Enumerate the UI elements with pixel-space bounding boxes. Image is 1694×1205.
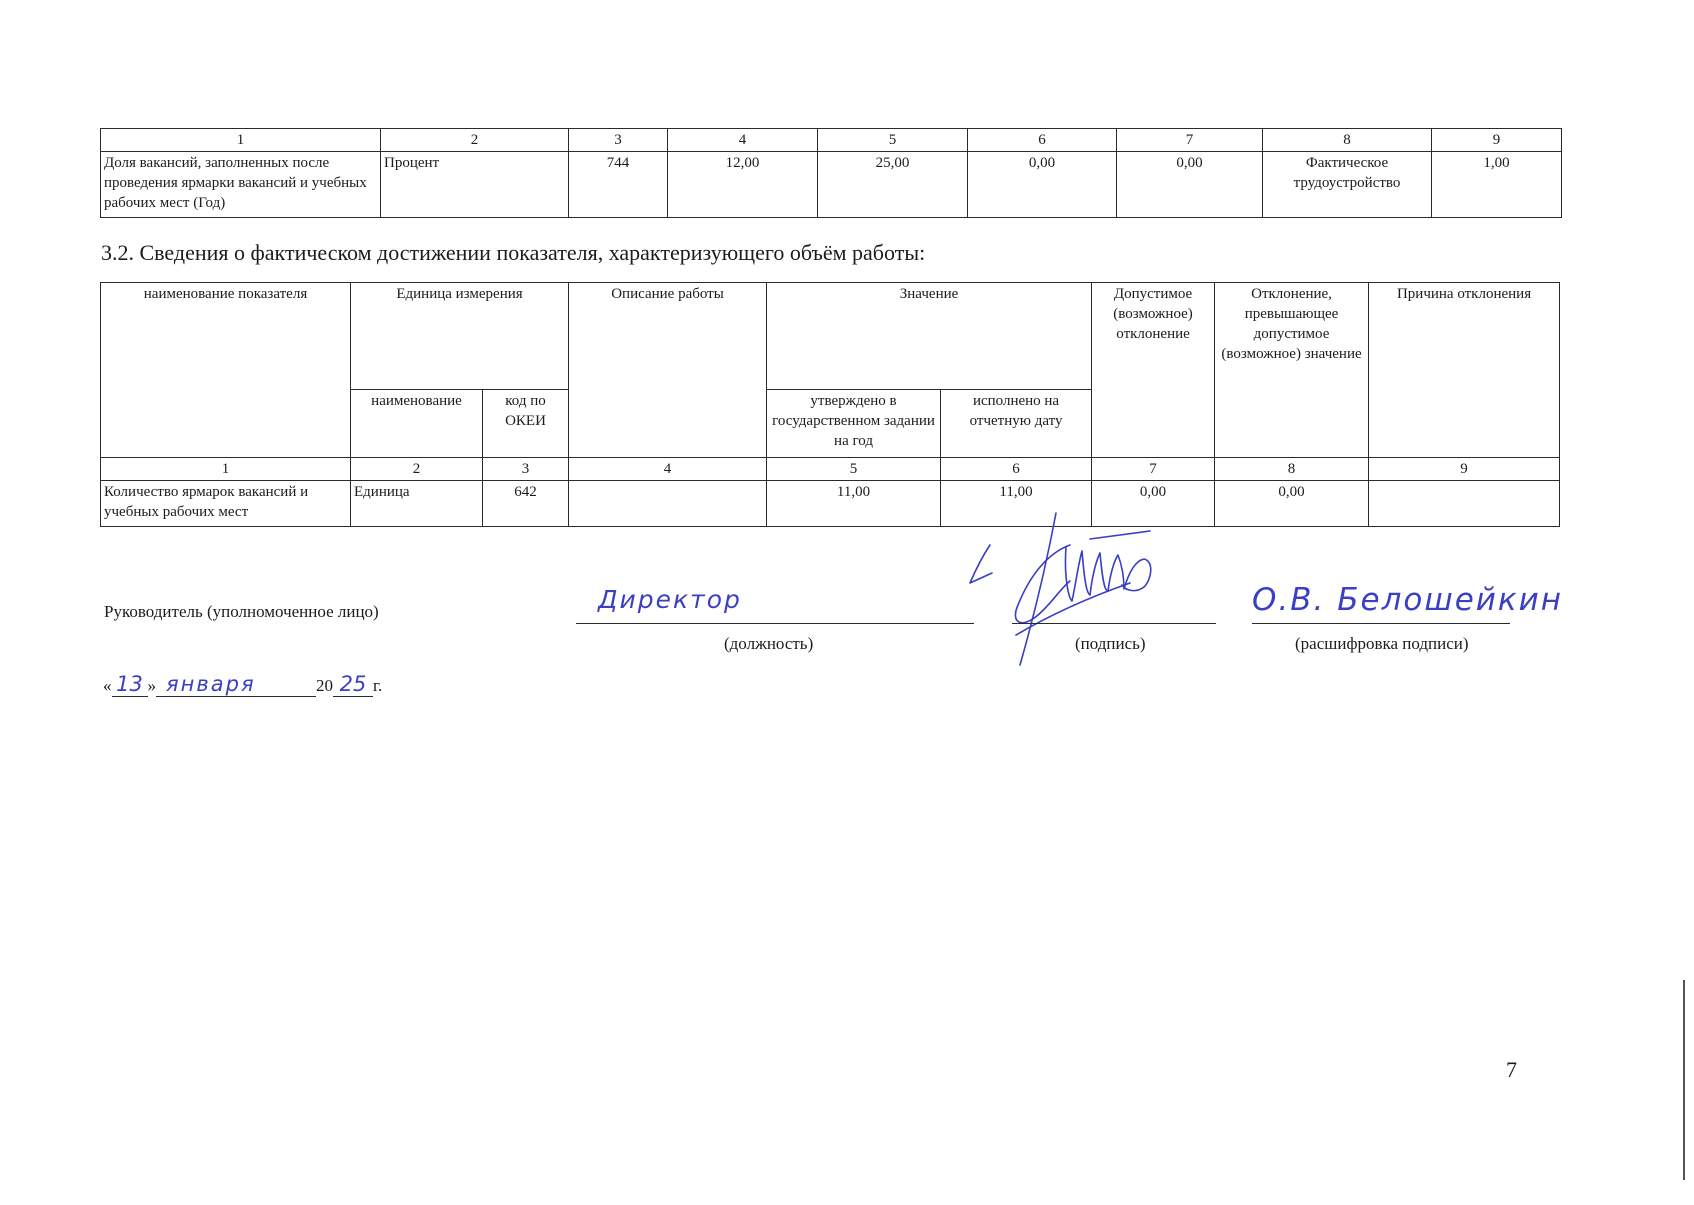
indicator-name-header: наименование показателя bbox=[101, 283, 351, 458]
date-year-suffix: 25 bbox=[333, 672, 373, 697]
indicator-name-cell: Доля вакансий, заполненных после проведения ярмарки вакансий и учебных рабочих мест (Год) bbox=[101, 152, 381, 218]
column-number: 1 bbox=[101, 458, 351, 481]
handwritten-position: Директор bbox=[598, 585, 742, 614]
okei-code-cell: 744 bbox=[569, 152, 668, 218]
signature-caption: (подпись) bbox=[1075, 634, 1146, 653]
table-row bbox=[101, 481, 1560, 527]
column-number: 3 bbox=[569, 129, 668, 152]
page-number: 7 bbox=[1506, 1057, 1517, 1082]
executed-value-cell: 11,00 bbox=[941, 481, 1092, 527]
excess-deviation-cell: 0,00 bbox=[1215, 481, 1369, 527]
excess-deviation-cell: 0,00 bbox=[1117, 152, 1263, 218]
unit-name-cell: Единица bbox=[351, 481, 483, 527]
value-header: Значение bbox=[767, 283, 1092, 390]
header-row bbox=[101, 283, 1560, 390]
work-description-cell bbox=[569, 481, 767, 527]
column-number: 5 bbox=[767, 458, 941, 481]
column-number: 8 bbox=[1263, 129, 1432, 152]
column-number: 6 bbox=[968, 129, 1117, 152]
unit-header: Единица измерения bbox=[351, 283, 569, 390]
allowed-deviation-header: Допустимое (возможное) отклонение bbox=[1092, 283, 1215, 458]
scan-edge-line bbox=[1683, 980, 1685, 1180]
approved-value-cell: 12,00 bbox=[668, 152, 818, 218]
column-number: 4 bbox=[569, 458, 767, 481]
unit-name-header: наименование bbox=[351, 390, 483, 458]
work-description-header: Описание работы bbox=[569, 283, 767, 458]
date-month: января bbox=[156, 672, 316, 697]
okei-code-cell: 642 bbox=[483, 481, 569, 527]
column-number: 7 bbox=[1117, 129, 1263, 152]
unit-code-header: код по ОКЕИ bbox=[483, 390, 569, 458]
date-suffix: г. bbox=[373, 676, 383, 695]
deviation-reason-cell bbox=[1369, 481, 1560, 527]
column-number: 2 bbox=[351, 458, 483, 481]
indicator-quality-table bbox=[100, 128, 1562, 218]
date-day: 13 bbox=[112, 672, 148, 697]
deviation-reason-cell: Фактическое трудоустройство bbox=[1263, 152, 1432, 218]
date-open-quote: « bbox=[103, 676, 112, 695]
date-close-quote: » bbox=[147, 676, 156, 695]
signature-scribble bbox=[940, 505, 1200, 675]
column-number: 3 bbox=[483, 458, 569, 481]
column-number: 9 bbox=[1432, 129, 1562, 152]
column-number-row bbox=[101, 129, 1562, 152]
signature-line bbox=[1012, 623, 1216, 624]
allowed-deviation-cell: 0,00 bbox=[1092, 481, 1215, 527]
date-line bbox=[103, 672, 382, 697]
excess-deviation-header: Отклонение, превышающее допустимое (возможное) значение bbox=[1215, 283, 1369, 458]
unit-name-cell: Процент bbox=[381, 152, 569, 218]
column-number: 8 bbox=[1215, 458, 1369, 481]
handwritten-decoding: О.В. Белошейкин bbox=[1252, 582, 1564, 618]
approved-value-cell: 11,00 bbox=[767, 481, 941, 527]
column-9-value-cell: 1,00 bbox=[1432, 152, 1562, 218]
date-year-prefix: 20 bbox=[316, 676, 333, 695]
column-number-row bbox=[101, 458, 1560, 481]
column-number: 9 bbox=[1369, 458, 1560, 481]
executed-header: исполнено на отчетную дату bbox=[941, 390, 1092, 458]
section-title: 3.2. Сведения о фактическом достижении показателя, характеризующего объём работы: bbox=[101, 240, 926, 265]
column-number: 5 bbox=[818, 129, 968, 152]
signatory-label: Руководитель (уполномоченное лицо) bbox=[104, 602, 379, 621]
deviation-reason-header: Причина отклонения bbox=[1369, 283, 1560, 458]
executed-value-cell: 25,00 bbox=[818, 152, 968, 218]
decoding-line bbox=[1252, 623, 1510, 624]
column-number: 4 bbox=[668, 129, 818, 152]
column-number: 2 bbox=[381, 129, 569, 152]
decoding-caption: (расшифровка подписи) bbox=[1295, 634, 1469, 653]
column-number: 6 bbox=[941, 458, 1092, 481]
allowed-deviation-cell: 0,00 bbox=[968, 152, 1117, 218]
column-number: 1 bbox=[101, 129, 381, 152]
position-line bbox=[576, 623, 974, 624]
indicator-name-cell: Количество ярмарок вакансий и учебных рабочих мест bbox=[101, 481, 351, 527]
table-row bbox=[101, 152, 1562, 218]
approved-header: утверждено в государственном задании на год bbox=[767, 390, 941, 458]
indicator-volume-table bbox=[100, 282, 1560, 527]
position-caption: (должность) bbox=[724, 634, 814, 653]
column-number: 7 bbox=[1092, 458, 1215, 481]
